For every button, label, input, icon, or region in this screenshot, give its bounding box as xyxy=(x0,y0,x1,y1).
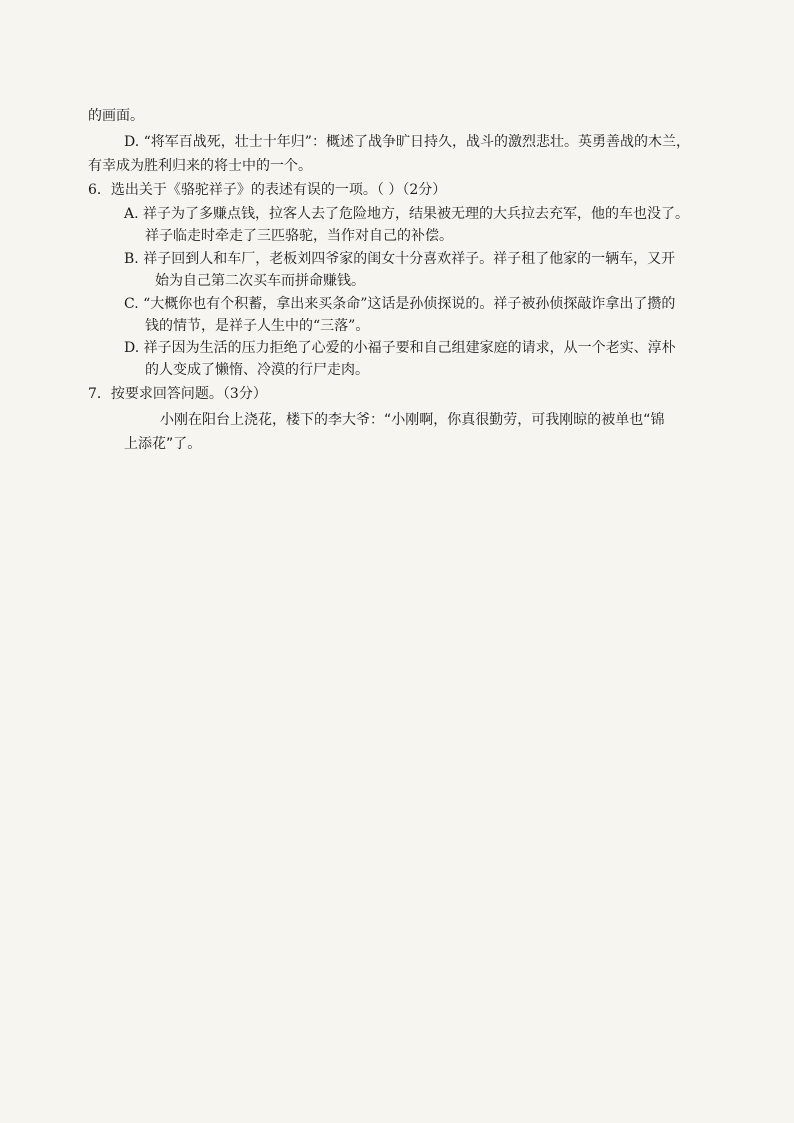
q7-stem: 7．按要求回答问题。（3分） xyxy=(88,386,267,402)
q7-passage-line1: 小刚在阳台上浇花，楼下的李大爷：“小刚啊，你真很勤劳，可我刚晾的被单也“锦 xyxy=(160,412,665,428)
q6-option-c-line2: 钱的情节，是祥子人生中的“三落”。 xyxy=(145,318,370,334)
q6-option-b-line2: 始为自己第二次买车而拼命赚钱。 xyxy=(155,273,365,289)
q6-option-a-line2: 祥子临走时牵走了三匹骆驼，当作对自己的补偿。 xyxy=(145,228,453,244)
q6-option-c-line1: C. “大概你也有个积蓄，拿出来买条命”这话是孙侦探说的。祥子被孙侦探敲诈拿出了攒的 xyxy=(124,296,676,312)
q7-passage-line2: 上添花”了。 xyxy=(124,436,202,452)
q6-option-b-line1: B. 祥子回到人和车厂，老板刘四爷家的闺女十分喜欢祥子。祥子租了他家的一辆车，又开 xyxy=(124,251,676,267)
q5-option-d-line2: 有幸成为胜利归来的将士中的一个。 xyxy=(88,158,312,174)
q6-stem: 6．选出关于《骆驼祥子》的表述有误的一项。（ ）（2分） xyxy=(88,182,447,198)
q6-option-a-line1: A. 祥子为了多赚点钱，拉客人去了危险地方，结果被无理的大兵拉去充军，他的车也没了。 xyxy=(124,206,690,222)
q5-option-d-line1: D. “将军百战死，壮士十年归”：概述了战争旷日持久，战斗的激烈悲壮。英勇善战的木兰， xyxy=(124,134,690,150)
q6-option-d-line2: 的人变成了懒惰、冷漠的行尸走肉。 xyxy=(145,362,369,378)
q6-option-d-line1: D. 祥子因为生活的压力拒绝了心爱的小福子要和自己组建家庭的请求，从一个老实、淳朴 xyxy=(124,340,676,356)
q5-tail: 的画面。 xyxy=(88,108,144,124)
